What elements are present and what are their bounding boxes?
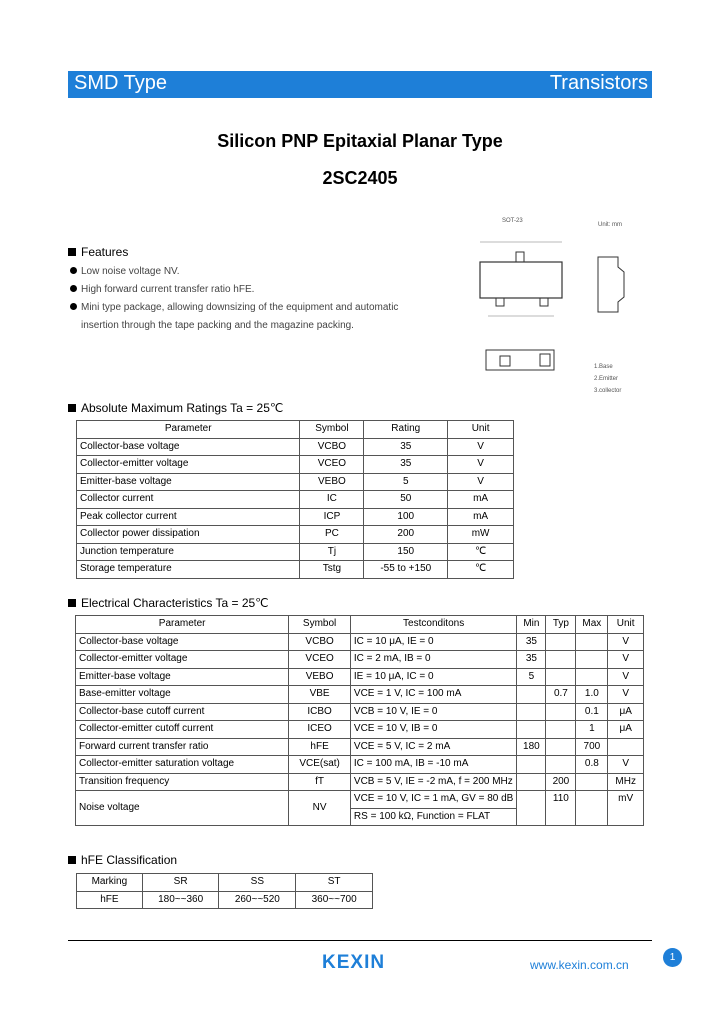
table-header-row: [77, 421, 514, 439]
table-cell: ICEO: [289, 721, 351, 739]
table-row: [77, 491, 514, 509]
table-cell: VCE = 10 V, IC = 1 mA, GV = 80 dB: [350, 791, 516, 809]
table-cell: 180~~360: [142, 891, 219, 909]
header-banner: [68, 71, 652, 98]
table-cell: VCB = 5 V, IE = -2 mA, f = 200 MHz: [350, 773, 516, 791]
table-header-cell: Max: [576, 616, 608, 634]
elec-char-table: [75, 615, 644, 826]
table-cell: Peak collector current: [77, 508, 300, 526]
table-cell: Collector current: [77, 491, 300, 509]
table-cell: 0.8: [576, 756, 608, 774]
table-cell: 35: [517, 633, 546, 651]
table-cell: 50: [364, 491, 448, 509]
table-row: [76, 721, 644, 739]
table-cell: IC: [300, 491, 364, 509]
bullet-square-icon: [68, 248, 76, 256]
bullet-dot-icon: [70, 267, 77, 274]
table-cell: 200: [364, 526, 448, 544]
table-cell: Junction temperature: [77, 543, 300, 561]
table-cell: [517, 756, 546, 774]
bullet-square-icon: [68, 404, 76, 412]
package-unit: Unit: mm: [598, 222, 622, 228]
feature-item: Low noise voltage NV.: [70, 266, 180, 277]
table-cell: mA: [448, 491, 514, 509]
table-cell: hFE: [289, 738, 351, 756]
table-cell: VCEO: [289, 651, 351, 669]
table-cell: Collector-emitter cutoff current: [76, 721, 289, 739]
table-cell: [608, 738, 644, 756]
table-cell: PC: [300, 526, 364, 544]
table-cell: 0.7: [546, 686, 576, 704]
smd-type-label: SMD Type: [74, 72, 167, 94]
bullet-dot-icon: [70, 285, 77, 292]
table-row: [76, 738, 644, 756]
table-cell: ICBO: [289, 703, 351, 721]
table-cell: VCE = 10 V, IB = 0: [350, 721, 516, 739]
feature-item: High forward current transfer ratio hFE.: [70, 284, 254, 295]
footer-divider: [68, 940, 652, 941]
table-cell: 260~~520: [219, 891, 296, 909]
table-cell: VEBO: [289, 668, 351, 686]
table-cell: 0.1: [576, 703, 608, 721]
pin-label: 3.collector: [594, 388, 622, 394]
table-cell: IC = 100 mA, IB = -10 mA: [350, 756, 516, 774]
table-cell: μA: [608, 703, 644, 721]
table-header-cell: Typ: [546, 616, 576, 634]
table-cell: [517, 773, 546, 791]
table-cell: 100: [364, 508, 448, 526]
table-row: [77, 508, 514, 526]
hfe-class-heading: hFE Classification: [68, 853, 177, 867]
table-cell: [576, 773, 608, 791]
table-row: [76, 703, 644, 721]
table-cell: MHz: [608, 773, 644, 791]
table-row: [76, 651, 644, 669]
table-cell: 180: [517, 738, 546, 756]
table-cell: IC = 2 mA, IB = 0: [350, 651, 516, 669]
table-cell: V: [608, 686, 644, 704]
table-row: [76, 791, 644, 809]
table-cell: 35: [364, 456, 448, 474]
table-header-row: [77, 874, 373, 892]
hfe-class-table: [76, 873, 373, 909]
table-cell: 35: [517, 651, 546, 669]
table-row: [77, 543, 514, 561]
table-cell: VCEO: [300, 456, 364, 474]
table-cell: μA: [608, 721, 644, 739]
table-cell: Collector-base cutoff current: [76, 703, 289, 721]
table-header-cell: Marking: [77, 874, 143, 892]
table-cell: VCBO: [300, 438, 364, 456]
table-cell: [546, 633, 576, 651]
table-header-cell: SR: [142, 874, 219, 892]
table-cell: [546, 668, 576, 686]
table-cell: Tj: [300, 543, 364, 561]
table-header-cell: Unit: [608, 616, 644, 634]
table-cell: mV: [608, 791, 644, 826]
table-cell: VEBO: [300, 473, 364, 491]
table-cell: ℃: [448, 543, 514, 561]
table-cell: Storage temperature: [77, 561, 300, 579]
table-cell: 360~~700: [296, 891, 373, 909]
package-outline-icon: [468, 212, 638, 402]
table-cell: V: [448, 456, 514, 474]
table-cell: V: [608, 651, 644, 669]
table-cell: VCE = 5 V, IC = 2 mA: [350, 738, 516, 756]
table-cell: ICP: [300, 508, 364, 526]
table-cell: Base-emitter voltage: [76, 686, 289, 704]
table-cell: Transition frequency: [76, 773, 289, 791]
table-cell: Collector-base voltage: [76, 633, 289, 651]
table-cell: [517, 721, 546, 739]
page-number-badge: 1: [663, 948, 682, 967]
table-cell: V: [448, 473, 514, 491]
table-row: [77, 891, 373, 909]
table-cell: IE = 10 μA, IC = 0: [350, 668, 516, 686]
table-row: [77, 456, 514, 474]
table-row: [77, 438, 514, 456]
table-cell: mA: [448, 508, 514, 526]
bullet-square-icon: [68, 856, 76, 864]
table-cell: V: [608, 756, 644, 774]
table-cell: Collector power dissipation: [77, 526, 300, 544]
table-cell: 1: [576, 721, 608, 739]
table-cell: [546, 651, 576, 669]
table-header-cell: Symbol: [289, 616, 351, 634]
page-title: Silicon PNP Epitaxial Planar Type: [217, 131, 503, 151]
table-cell: V: [448, 438, 514, 456]
table-cell: Collector-base voltage: [77, 438, 300, 456]
table-header-cell: Unit: [448, 421, 514, 439]
table-cell: 110: [546, 791, 576, 826]
table-cell: -55 to +150: [364, 561, 448, 579]
website-link[interactable]: www.kexin.com.cn: [530, 958, 629, 972]
table-header-cell: Testconditons: [350, 616, 516, 634]
table-cell: VCB = 10 V, IE = 0: [350, 703, 516, 721]
table-cell: [576, 791, 608, 826]
bullet-dot-icon: [70, 303, 77, 310]
table-cell: Emitter-base voltage: [76, 668, 289, 686]
transistors-label: Transistors: [549, 72, 648, 94]
table-cell: [517, 703, 546, 721]
table-cell: RS = 100 kΩ, Function = FLAT: [350, 808, 516, 826]
abs-ratings-table: [76, 420, 514, 579]
table-cell: Collector-emitter voltage: [76, 651, 289, 669]
part-number: 2SC2405: [322, 168, 398, 188]
table-cell: Tstg: [300, 561, 364, 579]
table-cell: Collector-emitter saturation voltage: [76, 756, 289, 774]
table-cell: NV: [289, 791, 351, 826]
package-name: SOT-23: [502, 218, 523, 224]
table-cell: 1.0: [576, 686, 608, 704]
table-cell: [576, 633, 608, 651]
table-row: [76, 633, 644, 651]
table-row: [76, 668, 644, 686]
table-cell: [517, 686, 546, 704]
table-cell: Emitter-base voltage: [77, 473, 300, 491]
table-row: [77, 561, 514, 579]
table-cell: 150: [364, 543, 448, 561]
table-header-cell: Min: [517, 616, 546, 634]
table-cell: Collector-emitter voltage: [77, 456, 300, 474]
table-cell: hFE: [77, 891, 143, 909]
abs-ratings-heading: Absolute Maximum Ratings Ta = 25℃: [68, 401, 283, 415]
table-cell: mW: [448, 526, 514, 544]
table-header-cell: Parameter: [77, 421, 300, 439]
features-heading: Features: [68, 245, 128, 259]
pin-label: 1.Base: [594, 364, 613, 370]
pin-label: 2.Emitter: [594, 376, 619, 382]
table-row: [76, 756, 644, 774]
package-drawing: [468, 212, 638, 402]
table-cell: V: [608, 633, 644, 651]
table-cell: V: [608, 668, 644, 686]
table-cell: VCE(sat): [289, 756, 351, 774]
table-header-cell: Rating: [364, 421, 448, 439]
table-cell: [576, 668, 608, 686]
feature-item: Mini type package, allowing downsizing of the equipment and automatic: [70, 302, 398, 313]
table-cell: Noise voltage: [76, 791, 289, 826]
table-header-cell: Parameter: [76, 616, 289, 634]
table-cell: [546, 738, 576, 756]
table-cell: IC = 10 μA, IE = 0: [350, 633, 516, 651]
table-cell: 5: [364, 473, 448, 491]
feature-item: insertion through the tape packing and the magazine packing.: [81, 320, 354, 331]
table-header-cell: ST: [296, 874, 373, 892]
table-cell: fT: [289, 773, 351, 791]
table-cell: Forward current transfer ratio: [76, 738, 289, 756]
table-cell: 700: [576, 738, 608, 756]
table-row: [76, 686, 644, 704]
table-cell: [546, 756, 576, 774]
table-row: [77, 473, 514, 491]
table-header-cell: Symbol: [300, 421, 364, 439]
table-row: [76, 773, 644, 791]
bullet-square-icon: [68, 599, 76, 607]
table-cell: [576, 651, 608, 669]
table-cell: [546, 703, 576, 721]
table-cell: 200: [546, 773, 576, 791]
table-header-cell: SS: [219, 874, 296, 892]
table-cell: 5: [517, 668, 546, 686]
elec-char-heading: Electrical Characteristics Ta = 25℃: [68, 596, 269, 610]
table-cell: ℃: [448, 561, 514, 579]
kexin-logo: KEXIN: [322, 952, 386, 973]
table-cell: VCE = 1 V, IC = 100 mA: [350, 686, 516, 704]
table-cell: 35: [364, 438, 448, 456]
table-cell: VBE: [289, 686, 351, 704]
table-cell: [546, 721, 576, 739]
table-cell: VCBO: [289, 633, 351, 651]
table-row: [77, 526, 514, 544]
table-header-row: [76, 616, 644, 634]
table-cell: [517, 791, 546, 826]
